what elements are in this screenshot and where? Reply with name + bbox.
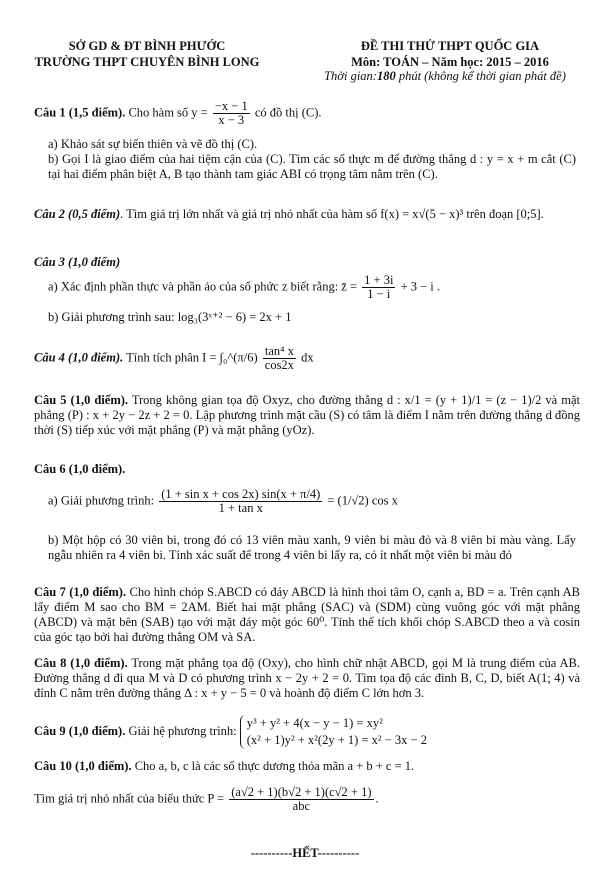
school-name: TRƯỜNG THPT CHUYÊN BÌNH LONG: [34, 55, 260, 69]
question-3a: a) Xác định phần thực và phần ảo của số phức z biết rằng: z̄ = $\frac{1 + 3i}{1 - i}$ + 3 − i .: [48, 273, 441, 301]
question-3b: b) Giải phương trình sau: log₃(3ˣ⁺² − 6) = 2x + 1: [48, 310, 292, 324]
equation-system: [240, 715, 427, 749]
question-3: [34, 255, 580, 270]
question-10-expression: Tìm giá trị nhỏ nhất của biểu thức P = $\frac{(a√2 + 1)(b√2 + 1)(c√2 + 1)}{\text{abc}}$ .: [34, 785, 379, 813]
question-1b: b) Gọi I là giao điểm của hai tiệm cận của (C). Tìm các số thực m để đường thẳng d : y = x + m cắt (C) tại hai điểm phân biệt A, B tạo thành tam giác ABI có trọng tâm nằm trên (C).: [48, 152, 576, 181]
question-4: Câu 4 (1,0 điểm). Tính tích phân I = ∫₀^(π/6) $\frac{\text{tan⁴ x}}{\cos 2x}$ dx: [34, 344, 314, 372]
question-5: Câu 5 (1,0 điểm). Trong không gian tọa độ Oxyz, cho đường thẳng d : x/1 = (y + 1)/1 = (z − 1)/2 và mặt phẳng (P) : x + 2y − 2z + 2 = 0. Lập phương trình mặt cầu (S) có tâm là điểm I nằm trên đường thẳng d đồng thời (S) tiếp xúc với mặt phẳng (P) và mặt phẳng (yOz).: [34, 393, 580, 437]
equation-2: (x² + 1)y² + x²(2y + 1) = x² − 3x − 2: [246, 733, 427, 747]
question-9: Câu 9 (1,0 điểm). Giải hệ phương trình: y³ + y² + 4(x − y − 1) = xy² (x² + 1)y² + x²(2y + 1) = x² − 3x − 2: [34, 716, 427, 747]
question-1: Câu 1 (1,5 điểm). Cho hàm số y = $\frac{-x - 1}{x - 3}$ có đồ thị (C).: [34, 99, 322, 127]
question-label: Câu 8 (1,0 điểm).: [34, 656, 128, 670]
question-label: Câu 1 (1,5 điểm).: [34, 105, 126, 120]
fraction: $\frac{\text{(1 + sin x + cos 2x) sin(x + π/4)}}{\text{1 + tan x}}$: [161, 487, 321, 515]
question-label: Câu 3 (1,0 điểm): [34, 255, 121, 269]
question-6: [34, 462, 580, 477]
exam-header: [310, 38, 590, 70]
time-value: 180: [376, 69, 396, 83]
question-8: Câu 8 (1,0 điểm). Trong mặt phẳng tọa độ (Oxy), cho hình chữ nhật ABCD, gọi M là trung điểm của AB. Đường thẳng d đi qua M và D có phương trình x − 2y + 2 = 0. Tìm tọa độ các đỉnh B, C, D, biết A(1; 4) và đỉnh C nằm trên đường thẳng Δ : x + y − 5 = 0 và hoành độ điểm C lớn hơn 3.: [34, 656, 580, 700]
fraction: $\frac{1 + 3i}{1 - i}$: [364, 273, 394, 301]
question-10: Câu 10 (1,0 điểm). Cho a, b, c là các số thực dương thỏa mãn a + b + c = 1.: [34, 759, 415, 773]
question-1a: a) Khảo sát sự biến thiên và vẽ đồ thị (C).: [48, 137, 258, 151]
question-label: Câu 5 (1,0 điểm).: [34, 393, 129, 407]
question-label: Câu 9 (1,0 điểm).: [34, 723, 126, 738]
subject-line: Môn: TOÁN – Năm học: 2015 – 2016: [351, 55, 549, 69]
question-6a: a) Giải phương trình: $\frac{\text{(1 + sin x + cos 2x) sin(x + π/4)}}{\text{1 + tan x}}$ = (1/√2) cos x: [48, 487, 398, 515]
fraction: $\frac{(a√2 + 1)(b√2 + 1)(c√2 + 1)}{\text{abc}}$: [231, 785, 372, 813]
question-7: Câu 7 (1,0 điểm). Cho hình chóp S.ABCD có đáy ABCD là hình thoi tâm O, cạnh a, BD = a. Trên cạnh AB lấy điểm M sao cho BM = 2AM. Biết hai mặt phẳng (SAC) và (SDM) cùng vuông góc với mặt phẳng (ABCD) và mặt bên (SAB) tạo với mặt đáy một góc 60⁰. Tính thể tích khối chóp S.ABCD theo a và cosin của góc tạo bởi hai đường thẳng OM và SA.: [34, 585, 580, 644]
fraction: $\frac{\text{tan⁴ x}}{\cos 2x}$: [264, 344, 294, 372]
question-6b: b) Một hộp có 30 viên bi, trong đó có 13 viên màu xanh, 9 viên bi màu đỏ và 8 viên bi màu vàng. Lấy ngẫu nhiên ra 4 viên bi. Tính xác suất để trong 4 viên bi lấy ra, có ít nhất một viên bi màu đỏ: [48, 533, 576, 562]
exam-title: ĐỀ THI THỬ THPT QUỐC GIA: [360, 39, 540, 53]
question-label: Câu 7 (1,0 điểm).: [34, 585, 127, 599]
end-marker: ----------HẾT----------: [250, 846, 360, 860]
question-label: Câu 2 (0,5 điểm): [34, 207, 121, 221]
question-label: Câu 6 (1,0 điểm).: [34, 462, 126, 476]
department-name: SỞ GD & ĐT BÌNH PHƯỚC: [68, 39, 226, 53]
equation-1: y³ + y² + 4(x − y − 1) = xy²: [246, 716, 383, 730]
question-label: Câu 4 (1,0 điểm).: [34, 350, 124, 365]
question-label: Câu 10 (1,0 điểm).: [34, 759, 132, 773]
school-header: [22, 38, 272, 70]
question-2: Câu 2 (0,5 điểm). Tìm giá trị lớn nhất và giá trị nhỏ nhất của hàm số f(x) = x√(5 − x)³ trên đoạn [0;5].: [34, 207, 544, 221]
time-line: Thời gian:180 phút (không kể thời gian phát đề): [324, 69, 566, 83]
fraction: $\frac{-x - 1}{x - 3}$: [214, 99, 248, 127]
